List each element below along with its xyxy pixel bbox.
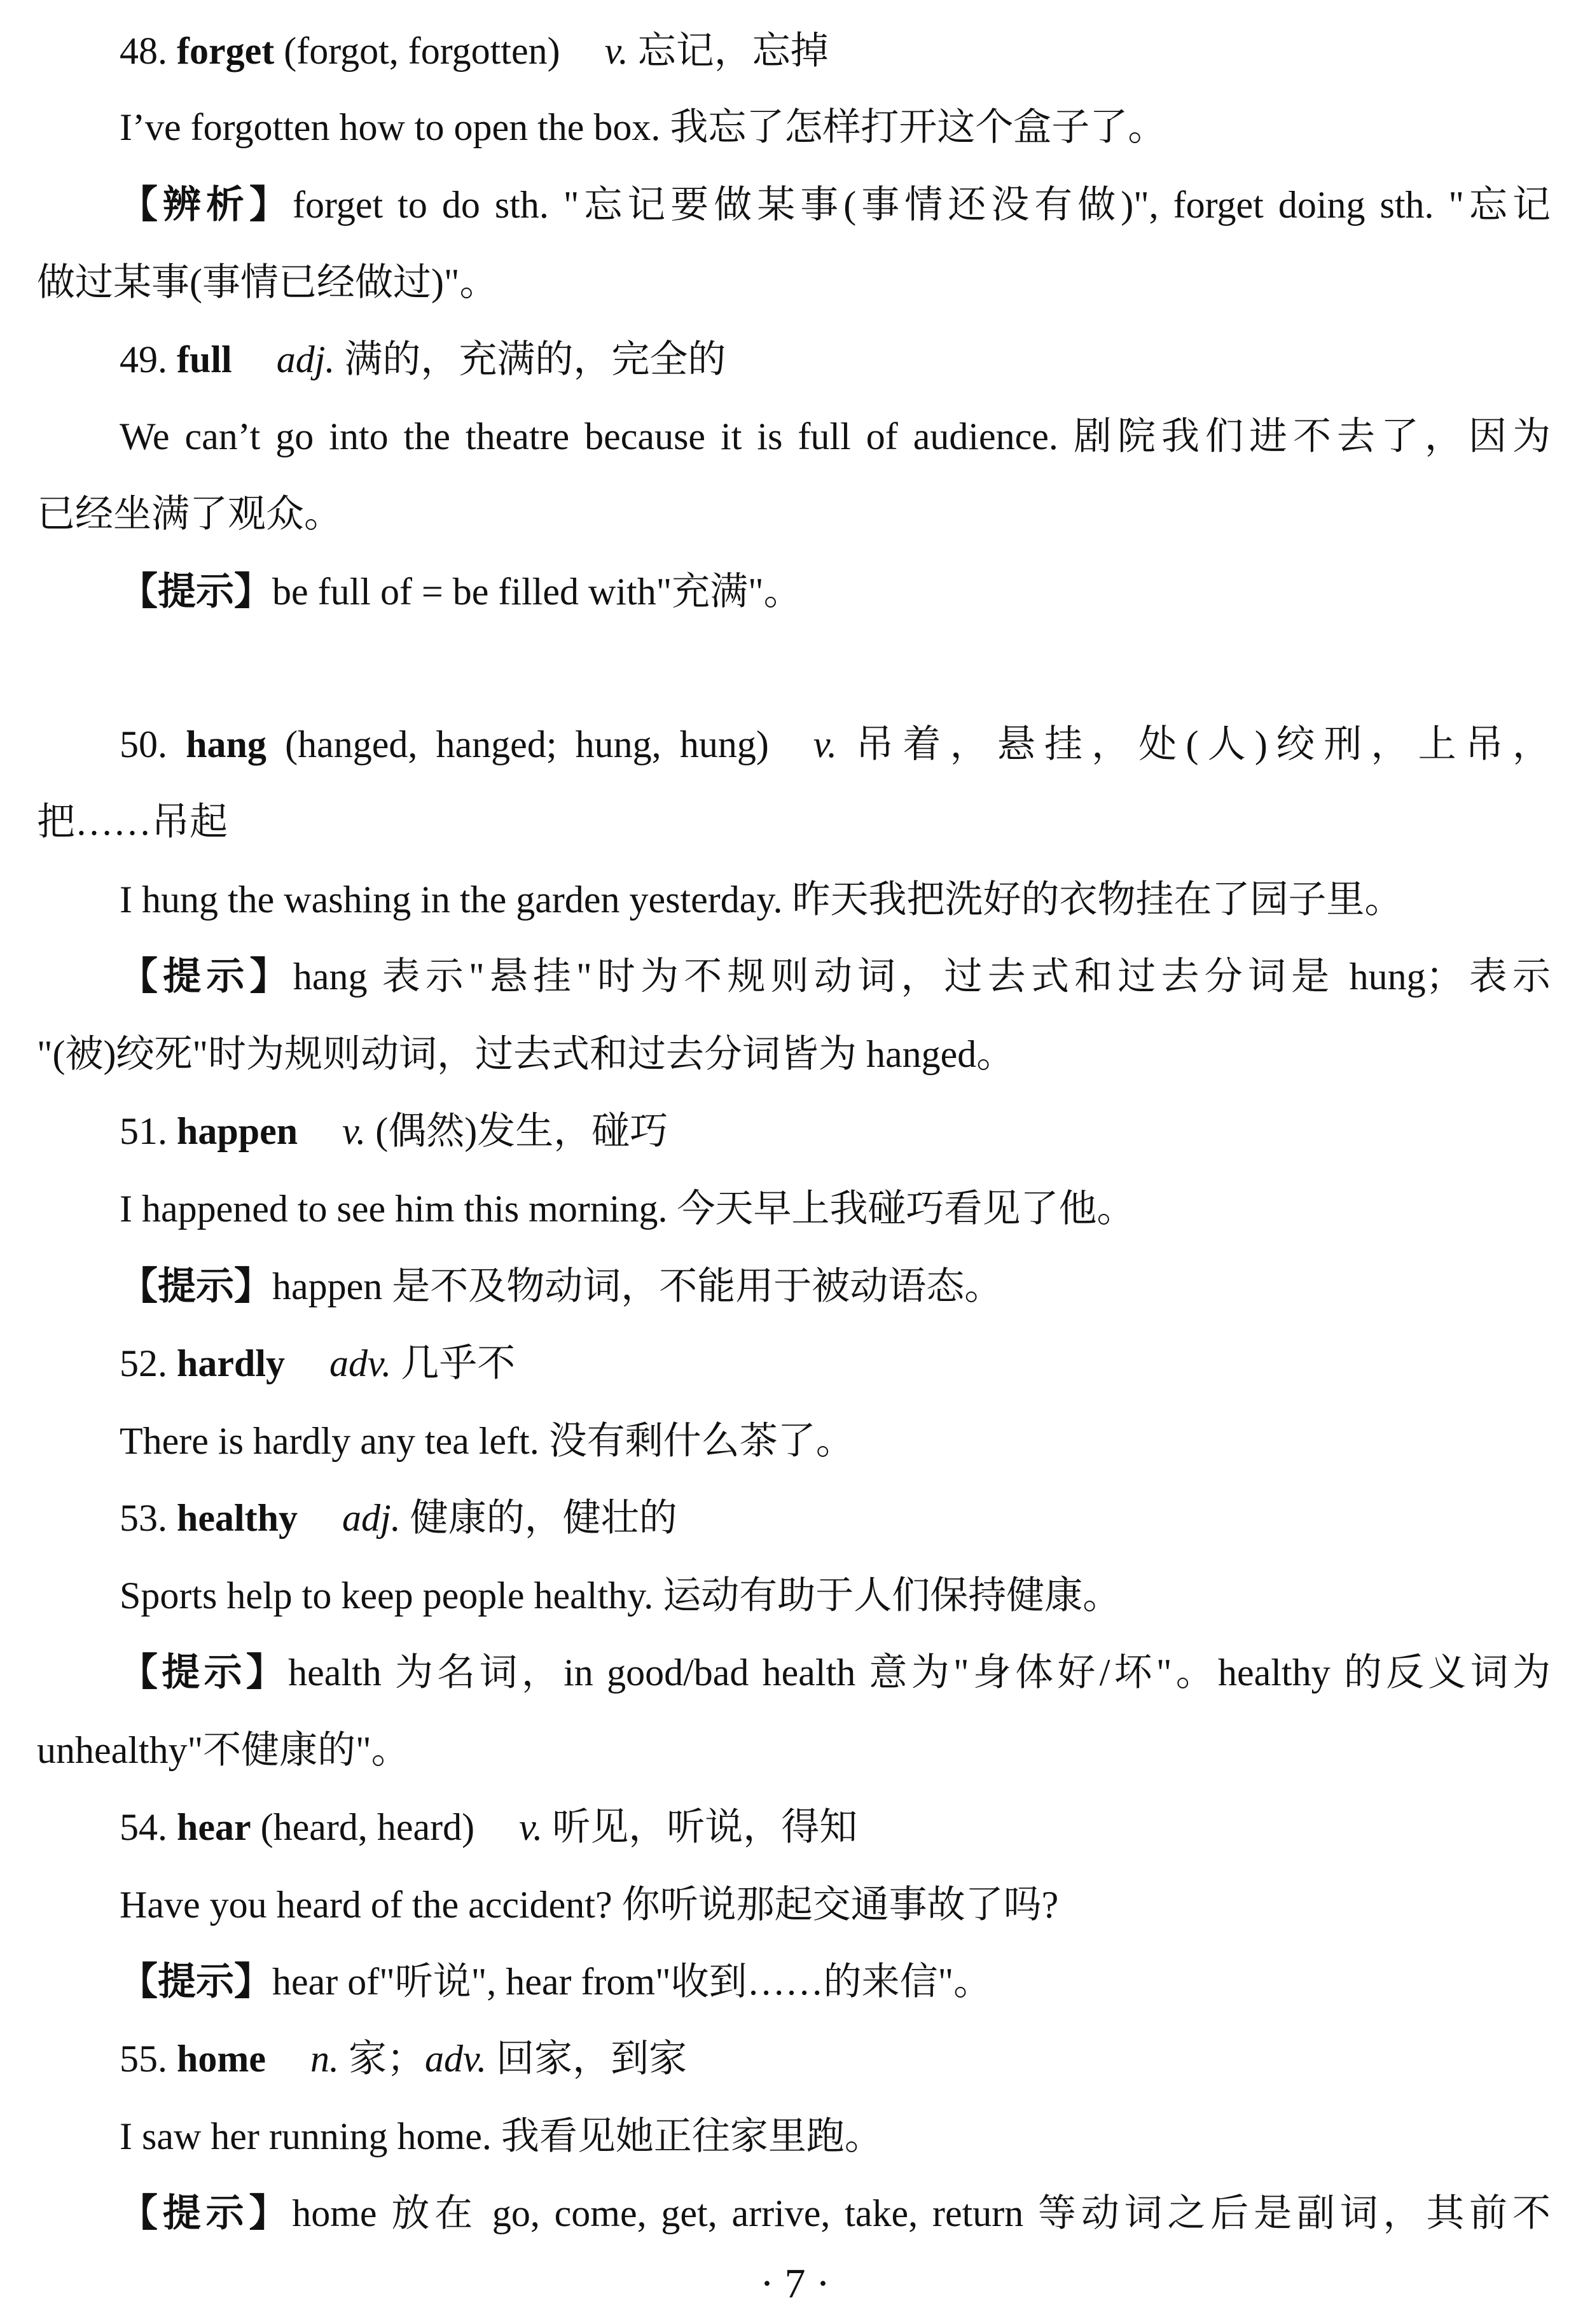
entry-51-headline (120, 1093, 1551, 1169)
headword: happen (177, 1110, 298, 1152)
entry-48-note-line-1 (120, 167, 1551, 243)
page-number: · 7 · (760, 2260, 830, 2307)
entry-54-example: Have you heard of the accident? 你听说那起交通事故了吗? (120, 1884, 1059, 1926)
entry-53-note-line-2: unhealthy"不健康的"。 (37, 1729, 410, 1771)
headword: hang (186, 723, 266, 765)
meaning: (偶然)发生，碰巧 (366, 1110, 668, 1152)
entry-48-note-line-2: 做过某事(事情已经做过)"。 (37, 261, 498, 303)
meaning: 忘记，忘掉 (628, 30, 829, 72)
entry-50-meaning-line-2: 把……吊起 (37, 801, 228, 843)
note-text: hang 表示"悬挂"时为不规则动词，过去式和过去分词是 hung；表示 (293, 956, 1551, 998)
entry-number: 48. (120, 30, 177, 72)
note-tag: 【提示】 (120, 1959, 272, 2004)
entry-54-headline (120, 1789, 1551, 1865)
part-of-speech: adj. (342, 1497, 401, 1539)
meaning: 健康的，健壮的 (400, 1497, 677, 1539)
entry-50-headline (120, 706, 1551, 783)
note-tag: 【提示】 (120, 2191, 293, 2236)
entry-49-headline (120, 321, 1551, 398)
entry-49-example-line-2: 已经坐满了观众。 (37, 493, 342, 535)
entry-53-example: Sports help to keep people healthy. 运动有助于人们保持健康。 (120, 1575, 1121, 1617)
entry-50-note-line-1 (120, 938, 1551, 1015)
entry-49-note-line-1 (120, 553, 1551, 630)
headword: full (177, 338, 232, 380)
meaning: 听见，听说，得知 (543, 1806, 858, 1848)
part-of-speech-2: adv. (424, 2038, 487, 2080)
entry-number: 49. (120, 338, 177, 380)
entry-53-headline (120, 1480, 1551, 1556)
entry-number: 53. (120, 1497, 177, 1539)
headword: forget (177, 30, 275, 72)
entry-50-note-line-2: "(被)绞死"时为规则动词，过去式和过去分词皆为 hanged。 (37, 1033, 1015, 1075)
headword: home (177, 2038, 266, 2080)
headword: hardly (177, 1342, 286, 1384)
note-tag: 【提示】 (120, 569, 272, 614)
part-of-speech: n. (310, 2038, 339, 2080)
note-text: hear of"听说", hear from"收到……的来信"。 (272, 1961, 992, 2003)
meaning-2: 回家，到家 (487, 2038, 688, 2080)
note-text: be full of = be filled with"充满"。 (272, 571, 802, 613)
entry-54-note-line-1 (120, 1944, 1551, 2020)
entry-55-headline (120, 2021, 1551, 2097)
meaning: 家； (338, 2038, 425, 2080)
part-of-speech: adj. (276, 338, 335, 380)
note-text: health 为名词，in good/bad health 意为"身体好/坏"。healthy 的反义词为 (288, 1652, 1551, 1694)
meaning: 满的，充满的，完全的 (335, 338, 726, 380)
headword: healthy (177, 1497, 298, 1539)
part-of-speech: v. (604, 30, 628, 72)
note-tag: 【提示】 (120, 1650, 289, 1695)
note-tag: 【辨析】 (120, 183, 293, 227)
entry-number: 50. (120, 723, 186, 765)
entry-number: 54. (120, 1806, 177, 1848)
word-forms: (forgot, forgotten) (274, 30, 560, 72)
entry-51-example: I happened to see him this morning. 今天早上我碰巧看见了他。 (120, 1188, 1135, 1230)
note-text: happen 是不及物动词，不能用于被动语态。 (272, 1265, 1003, 1307)
entry-48-headline (120, 13, 1551, 89)
entry-number: 51. (120, 1110, 177, 1152)
word-forms: (hanged, hanged; hung, hung) (266, 723, 769, 765)
part-of-speech: adv. (329, 1342, 392, 1384)
entry-49-example-line-1: We can’t go into the theatre because it is full of audience. 剧院我们进不去了，因为 (120, 415, 1551, 457)
note-text: home 放在 go, come, get, arrive, take, return 等动词之后是副词，其前不 (292, 2192, 1551, 2234)
meaning: 吊着，悬挂，处(人)绞刑，上吊， (837, 723, 1551, 765)
entry-52-headline (120, 1325, 1551, 1402)
note-tag: 【提示】 (120, 1264, 272, 1309)
part-of-speech: v. (519, 1806, 543, 1848)
headword: hear (177, 1806, 251, 1848)
entry-51-note-line-1 (120, 1248, 1551, 1325)
part-of-speech: v. (342, 1110, 366, 1152)
entry-52-example: There is hardly any tea left. 没有剩什么茶了。 (120, 1420, 854, 1462)
word-forms: (heard, heard) (251, 1806, 475, 1848)
note-text: forget to do sth. "忘记要做某事(事情还没有做)", forget doing sth. "忘记 (292, 184, 1551, 226)
entry-number: 55. (120, 2038, 177, 2080)
part-of-speech: v. (813, 723, 838, 765)
entry-55-example: I saw her running home. 我看见她正往家里跑。 (120, 2115, 883, 2157)
entry-number: 52. (120, 1342, 177, 1384)
meaning: 几乎不 (391, 1342, 516, 1384)
entry-50-example: I hung the washing in the garden yesterday. 昨天我把洗好的衣物挂在了园子里。 (120, 879, 1403, 921)
note-tag: 【提示】 (120, 954, 293, 999)
entry-55-note-line-1 (120, 2175, 1551, 2251)
entry-53-note-line-1 (120, 1634, 1551, 1711)
entry-48-example: I’ve forgotten how to open the box. 我忘了怎样打开这个盒子了。 (120, 106, 1166, 148)
